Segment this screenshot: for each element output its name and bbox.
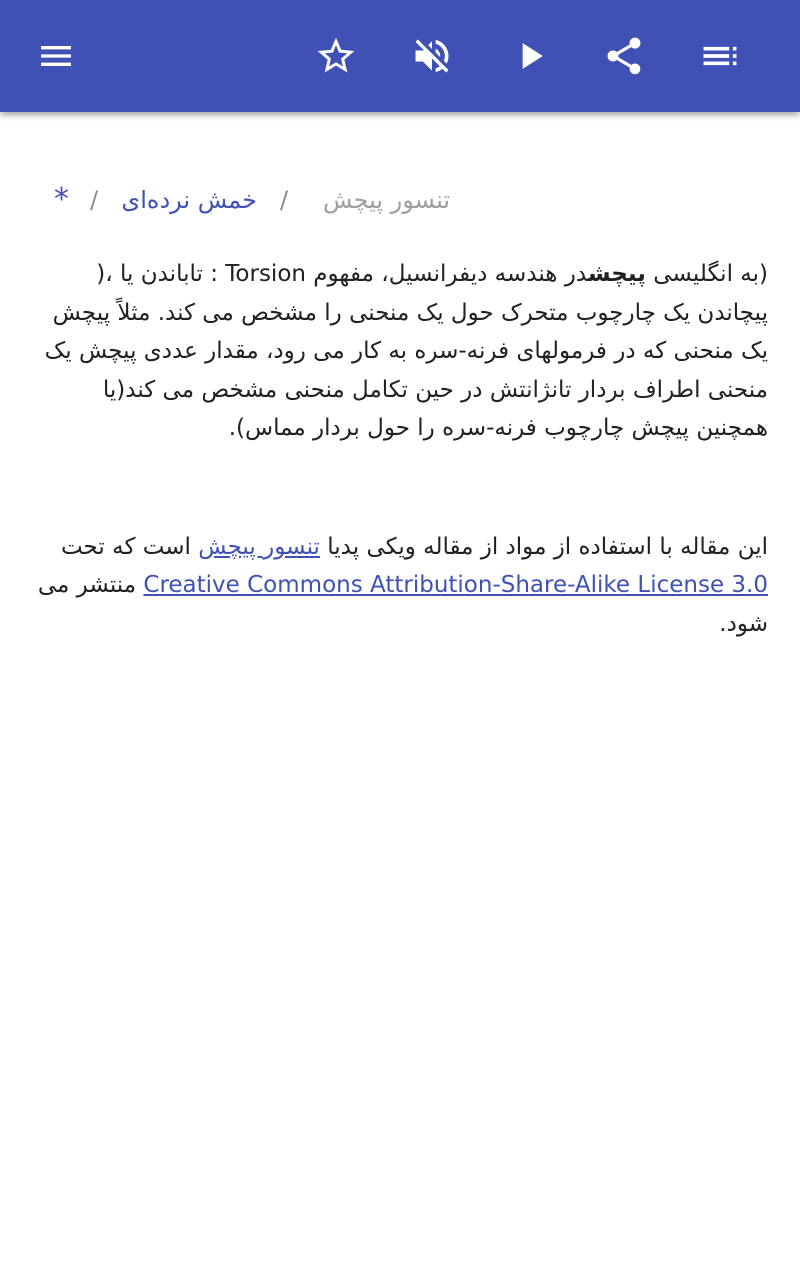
- breadcrumb-root-link[interactable]: *: [54, 182, 69, 217]
- attribution-paragraph: این مقاله با استفاده از مواد از مقاله ویکی پدیا تنسور پیچش است که تحت Creative Commons Attribution-Share-Alike License 3.0 منتشر می شود.: [37, 533, 768, 637]
- volume-off-icon: [410, 34, 454, 78]
- intro-open: (به انگلیسی: [653, 261, 768, 287]
- article-paragraph: (به انگلیسی پیچشدر هندسه دیفرانسیل، مفهوم : Torsion تاباندن یا ،( پیچاندن یک چارچوب متحرک حول یک منحنی را مشخص می کند. مثلاً پیچش یک منحنی که در فرمولهای فرنه-سره به کار می رود، مقدار عددی پیچش یک منحنی اطراف بردار تانژانتش در حین تکامل منحنی مشخص می کند(یا همچنین پیچش چارچوب فرنه-سره را حول بردار مماس).: [44, 261, 768, 441]
- breadcrumb: [0, 178, 800, 222]
- menu-button[interactable]: [28, 28, 84, 84]
- share-button[interactable]: [596, 28, 652, 84]
- article-term: پیچش: [587, 261, 646, 287]
- breadcrumb-separator: /: [280, 186, 289, 214]
- article-content: [32, 255, 768, 643]
- favorite-button[interactable]: [308, 28, 364, 84]
- wikipedia-article-link[interactable]: تنسور پیچش: [198, 533, 320, 560]
- breadcrumb-current: تنسور پیچش: [323, 186, 450, 214]
- play-button[interactable]: [502, 28, 558, 84]
- breadcrumb-separator: /: [90, 186, 99, 214]
- play-icon: [508, 34, 552, 78]
- english-term: : Torsion: [210, 261, 306, 287]
- mute-button[interactable]: [404, 28, 460, 84]
- table-of-contents-button[interactable]: [692, 28, 748, 84]
- app-bar: [0, 0, 800, 112]
- star-outline-icon: [314, 34, 358, 78]
- menu-icon: [36, 36, 76, 76]
- toc-icon: [698, 34, 742, 78]
- share-icon: [602, 34, 646, 78]
- breadcrumb-parent-link[interactable]: خمش نرده‌ای: [121, 186, 257, 214]
- license-link[interactable]: Creative Commons Attribution-Share-Alike License 3.0: [143, 572, 768, 598]
